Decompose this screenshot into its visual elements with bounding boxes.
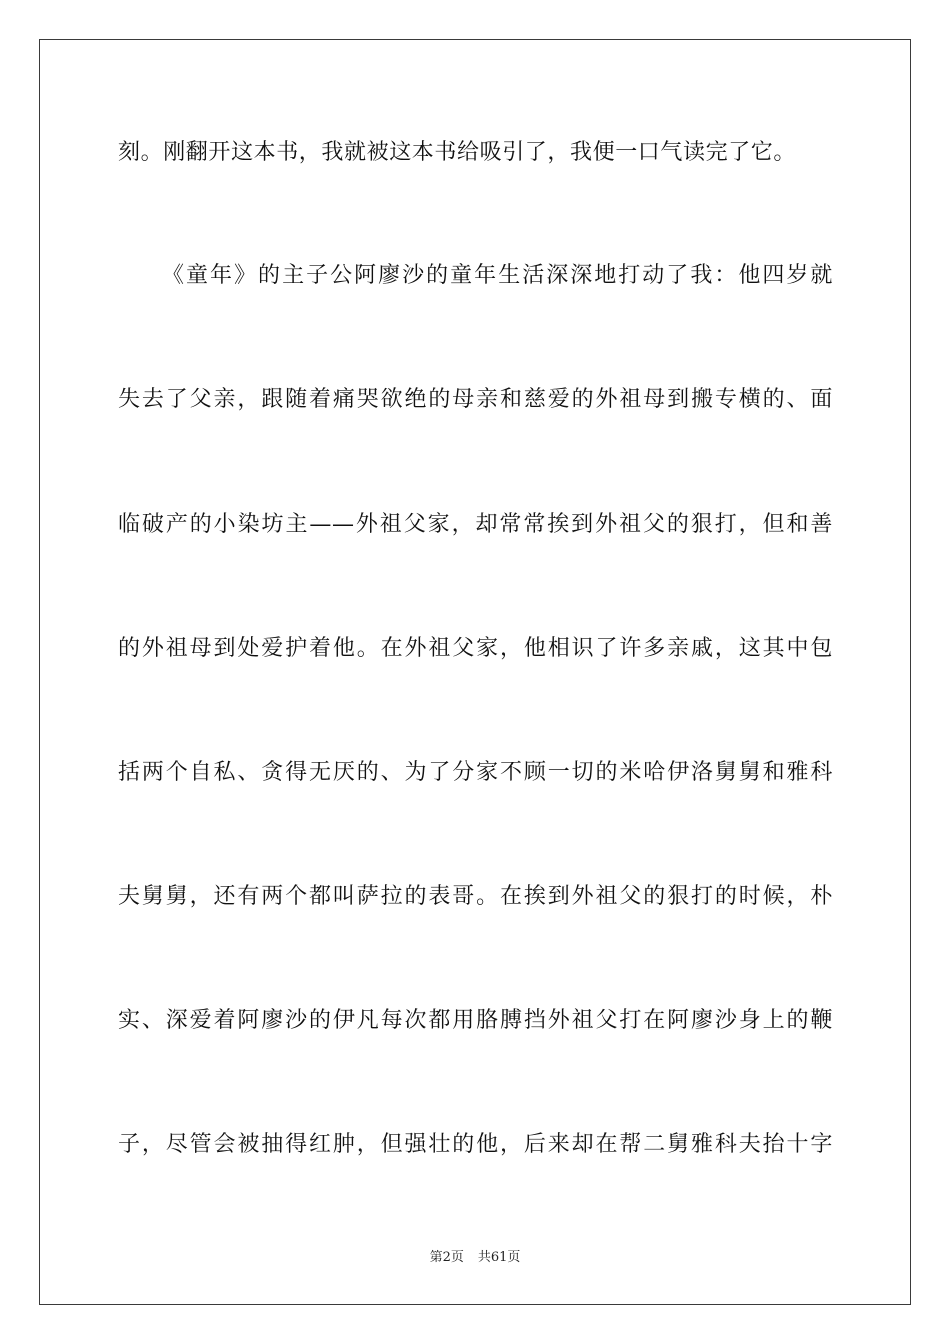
text-line: 失去了父亲，跟随着痛哭欲绝的母亲和慈爱的外祖母到搬专横的、面 — [118, 387, 833, 412]
text-line: 《童年》的主子公阿廖沙的童年生活深深地打动了我：他四岁就 — [162, 263, 833, 288]
page-frame — [39, 39, 911, 1305]
text-line: 夫舅舅，还有两个都叫萨拉的表哥。在挨到外祖父的狠打的时候，朴 — [118, 884, 833, 909]
total-pages: 共61页 — [477, 1250, 521, 1265]
text-line: 子，尽管会被抽得红肿，但强壮的他，后来却在帮二舅雅科夫抬十字 — [118, 1132, 833, 1157]
page-number: 第2页 — [429, 1250, 464, 1265]
text-line: 实、深爱着阿廖沙的伊凡每次都用胳膊挡外祖父打在阿廖沙身上的鞭 — [118, 1008, 833, 1033]
text-line: 的外祖母到处爱护着他。在外祖父家，他相识了许多亲戚，这其中包 — [118, 636, 833, 661]
page-footer — [0, 1246, 950, 1265]
text-line: 刻。刚翻开这本书，我就被这本书给吸引了，我便一口气读完了它。 — [118, 140, 797, 165]
text-line: 临破产的小染坊主——外祖父家，却常常挨到外祖父的狠打，但和善 — [118, 512, 833, 537]
text-line: 括两个自私、贪得无厌的、为了分家不顾一切的米哈伊洛舅舅和雅科 — [118, 760, 833, 785]
